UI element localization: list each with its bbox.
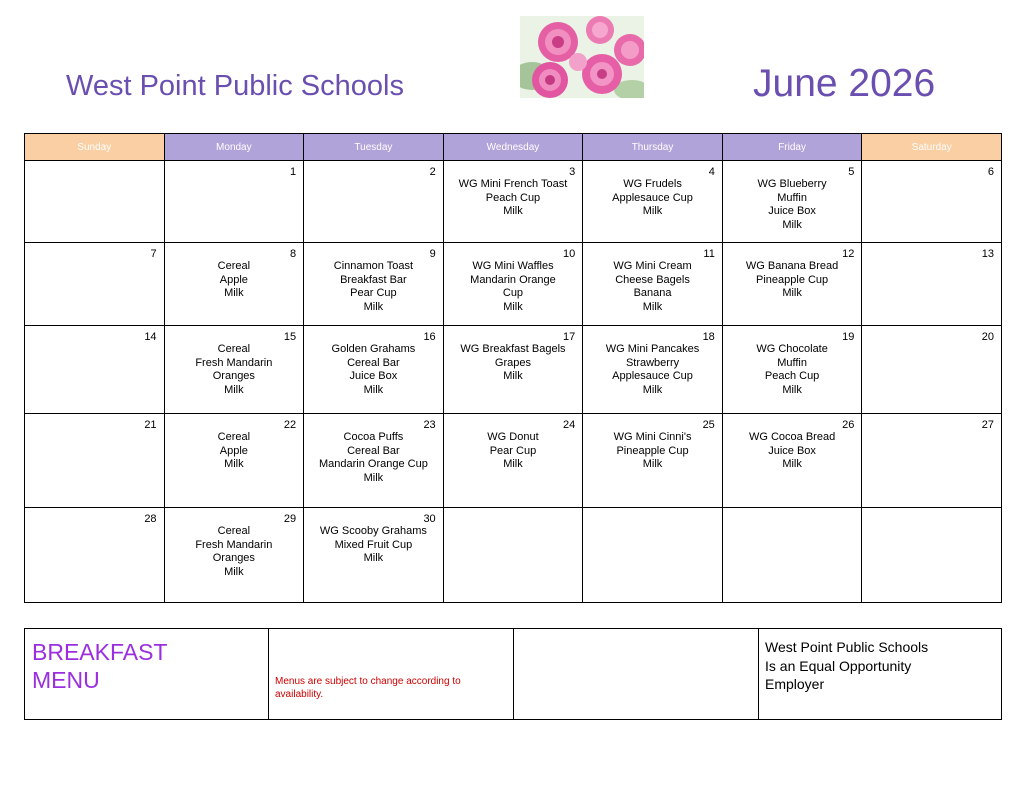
- menu-item: Pear Cup: [489, 444, 537, 457]
- menu-item: WG Mini French Toast: [458, 178, 568, 190]
- menu-items: [444, 343, 583, 384]
- day-number: 23: [423, 419, 436, 431]
- day-number: 6: [987, 166, 994, 178]
- menu-item: Juice Box: [349, 370, 398, 383]
- menu-item: Cocoa Puffs: [343, 431, 404, 443]
- menu-item: Cereal: [217, 431, 251, 443]
- menu-item: Applesauce Cup: [612, 191, 693, 204]
- day-cell-thursday: [583, 508, 723, 603]
- menu-item: Milk: [363, 383, 384, 396]
- menu-item: Milk: [224, 565, 244, 578]
- menu-item: Milk: [782, 287, 802, 300]
- menu-items: [304, 525, 443, 566]
- menu-change-notice: Menus are subject to change according to availability.: [275, 676, 461, 700]
- menu-item: WG Mini Cinni's: [613, 431, 692, 443]
- menu-item: Apple: [219, 273, 248, 286]
- day-number: 16: [423, 331, 436, 343]
- day-number: [444, 508, 583, 513]
- day-number: 28: [144, 513, 157, 525]
- menu-item: Pineapple Cup: [756, 273, 829, 286]
- menu-item: Milk: [503, 300, 523, 313]
- day-number: 19: [842, 331, 855, 343]
- menu-item: Oranges: [212, 370, 255, 383]
- day-number: 15: [283, 331, 297, 343]
- menu-item: Milk: [642, 383, 663, 396]
- day-cell-tuesday: [304, 414, 444, 508]
- day-cell-tuesday: [304, 243, 444, 326]
- day-cell-monday: [164, 161, 304, 243]
- day-cell-thursday: [583, 326, 723, 414]
- menu-item: WG Frudels: [623, 178, 682, 190]
- day-number: 30: [423, 513, 436, 525]
- menu-item: Grapes: [494, 356, 531, 369]
- menu-item: Milk: [503, 370, 523, 383]
- menu-item: Peach Cup: [485, 191, 541, 204]
- day-cell-sunday: [25, 508, 165, 603]
- eeo-line-3: Employer: [765, 676, 825, 692]
- day-cell-friday: [722, 161, 862, 243]
- menu-item: Apple: [219, 444, 248, 457]
- menu-item: Milk: [782, 458, 802, 471]
- menu-item: WG Banana Bread: [745, 260, 839, 272]
- eeo-line-2: Is an Equal Opportunity: [765, 657, 912, 674]
- day-cell-saturday: [862, 414, 1002, 508]
- equal-opportunity-statement: [759, 629, 1001, 694]
- header-sunday: Sunday: [25, 134, 165, 161]
- day-cell-sunday: [25, 161, 165, 243]
- menu-items: [444, 260, 583, 314]
- day-cell-saturday: [862, 326, 1002, 414]
- day-number: 11: [703, 248, 715, 260]
- menu-items: [583, 260, 722, 314]
- menu-items: [444, 178, 583, 219]
- day-number: [583, 508, 722, 513]
- menu-items: [165, 260, 304, 301]
- menu-item: Applesauce Cup: [612, 370, 693, 383]
- menu-item: Juice Box: [768, 205, 816, 218]
- month-title: June 2026: [753, 62, 936, 105]
- week-row: [25, 243, 1002, 326]
- menu-item: Cereal Bar: [347, 356, 400, 369]
- menu-items: [583, 178, 722, 219]
- menu-item: Milk: [363, 471, 384, 484]
- menu-item: Milk: [224, 458, 244, 471]
- menu-item: Breakfast Bar: [340, 273, 407, 286]
- menu-items: [165, 343, 304, 397]
- eeo-line-1: West Point Public Schools: [765, 639, 929, 655]
- day-cell-wednesday: [443, 414, 583, 508]
- menu-items: [165, 431, 304, 472]
- day-cell-friday: [722, 243, 862, 326]
- header-wednesday: Wednesday: [443, 134, 583, 161]
- menu-items: [444, 431, 583, 472]
- menu-item: WG Mini Cream: [613, 260, 692, 272]
- menu-item: WG Chocolate: [756, 343, 828, 355]
- day-cell-monday: [164, 508, 304, 603]
- day-cell-wednesday: [443, 161, 583, 243]
- day-number: 5: [848, 166, 855, 178]
- calendar-grid: [24, 133, 1002, 603]
- breakfast-menu-title-line2: MENU: [32, 667, 100, 693]
- menu-item: Peach Cup: [764, 370, 820, 383]
- menu-item: WG Cocoa Bread: [748, 431, 836, 443]
- menu-item: Cereal: [217, 343, 251, 355]
- menu-item: WG Blueberry: [757, 178, 827, 190]
- menu-items: [583, 343, 722, 397]
- school-name: West Point Public Schools: [66, 70, 404, 102]
- day-number: 13: [981, 248, 994, 260]
- header-tuesday: Tuesday: [304, 134, 444, 161]
- footer-info: [24, 628, 1002, 720]
- day-cell-sunday: [25, 326, 165, 414]
- menu-item: Milk: [642, 458, 663, 471]
- menu-item: Milk: [224, 383, 244, 396]
- day-cell-thursday: [583, 161, 723, 243]
- day-cell-monday: [164, 243, 304, 326]
- menu-item: WG Mini Waffles: [472, 260, 554, 272]
- day-number: 22: [283, 419, 297, 431]
- breakfast-menu-title-line1: BREAKFAST: [32, 639, 168, 665]
- menu-item: Mixed Fruit Cup: [334, 538, 413, 551]
- menu-item: Pineapple Cup: [616, 444, 689, 457]
- menu-item: Golden Grahams: [331, 343, 416, 355]
- day-number: 29: [283, 513, 297, 525]
- day-number: [25, 161, 164, 166]
- day-number: 12: [842, 248, 855, 260]
- empty-footer-cell: [514, 629, 759, 720]
- day-number: 27: [981, 419, 994, 431]
- menu-item: Milk: [503, 458, 523, 471]
- day-number: 9: [429, 248, 436, 260]
- day-cell-thursday: [583, 243, 723, 326]
- day-cell-saturday: [862, 243, 1002, 326]
- day-cell-sunday: [25, 414, 165, 508]
- day-cell-monday: [164, 326, 304, 414]
- day-cell-thursday: [583, 414, 723, 508]
- day-number: 14: [144, 331, 157, 343]
- day-cell-wednesday: [443, 326, 583, 414]
- menu-item: Cereal: [217, 525, 251, 537]
- menu-items: [723, 260, 862, 301]
- day-number: 2: [429, 166, 436, 178]
- menu-item: WG Breakfast Bagels: [460, 343, 566, 355]
- menu-item: Cinnamon Toast: [333, 260, 414, 272]
- header-monday: Monday: [164, 134, 304, 161]
- header-friday: Friday: [722, 134, 862, 161]
- breakfast-menu-title: [25, 629, 268, 694]
- day-cell-wednesday: [443, 243, 583, 326]
- eeo-cell: [759, 629, 1002, 720]
- menu-item: Milk: [782, 218, 802, 231]
- day-number: [862, 508, 1001, 513]
- notice-cell: [269, 629, 514, 720]
- day-cell-monday: [164, 414, 304, 508]
- day-cell-sunday: [25, 243, 165, 326]
- menu-items: [304, 431, 443, 485]
- day-cell-wednesday: [443, 508, 583, 603]
- day-cell-saturday: [862, 508, 1002, 603]
- menu-item: Milk: [363, 552, 384, 565]
- menu-items: [723, 431, 862, 472]
- day-number: [723, 508, 862, 513]
- menu-item: Mandarin Orange Cup: [318, 458, 428, 471]
- breakfast-menu-cell: [25, 629, 269, 720]
- menu-item: WG Mini Pancakes: [605, 343, 700, 355]
- menu-item: Milk: [363, 300, 384, 313]
- menu-items: [583, 431, 722, 472]
- day-number: 17: [563, 331, 576, 343]
- day-number: 7: [150, 248, 157, 260]
- menu-item: Milk: [503, 205, 523, 218]
- day-cell-tuesday: [304, 161, 444, 243]
- menu-item: Cup: [502, 287, 524, 300]
- menu-item: Milk: [642, 300, 663, 313]
- menu-item: Juice Box: [768, 444, 816, 457]
- day-cell-friday: [722, 326, 862, 414]
- menu-item: Fresh Mandarin: [195, 356, 273, 369]
- day-number: 24: [563, 419, 576, 431]
- week-row: [25, 414, 1002, 508]
- day-number: 26: [842, 419, 855, 431]
- day-cell-friday: [722, 508, 862, 603]
- day-number: 1: [290, 166, 297, 178]
- week-row: [25, 508, 1002, 603]
- menu-items: [165, 525, 304, 579]
- menu-item: Muffin: [777, 191, 807, 204]
- day-cell-saturday: [862, 161, 1002, 243]
- menu-item: Fresh Mandarin: [195, 538, 273, 551]
- menu-items: [304, 343, 443, 397]
- menu-item: Cereal: [217, 260, 251, 272]
- day-cell-tuesday: [304, 326, 444, 414]
- menu-item: Milk: [642, 205, 663, 218]
- menu-item: Muffin: [777, 356, 807, 369]
- day-number: 18: [702, 331, 715, 343]
- day-number: 10: [563, 248, 576, 260]
- menu-items: [723, 343, 862, 397]
- menu-item: Milk: [782, 383, 802, 396]
- day-cell-friday: [722, 414, 862, 508]
- day-number: 21: [144, 419, 157, 431]
- menu-item: Cereal Bar: [347, 444, 400, 457]
- menu-item: Strawberry: [625, 356, 680, 369]
- menu-item: WG Scooby Grahams: [319, 525, 427, 537]
- menu-item: Milk: [224, 287, 244, 300]
- header-saturday: Saturday: [862, 134, 1002, 161]
- day-number: 3: [569, 166, 576, 178]
- day-number: 4: [708, 166, 715, 178]
- menu-items: [304, 260, 443, 314]
- week-row: [25, 161, 1002, 243]
- menu-item: Pear Cup: [350, 287, 397, 300]
- pink-roses-photo: [520, 16, 644, 98]
- week-row: [25, 326, 1002, 414]
- day-number: 8: [290, 248, 297, 260]
- menu-items: [723, 178, 862, 232]
- menu-item: Banana: [633, 287, 672, 300]
- header-thursday: Thursday: [583, 134, 723, 161]
- day-number: 25: [702, 419, 715, 431]
- day-number: 20: [981, 331, 994, 343]
- menu-item: Mandarin Orange: [470, 273, 556, 286]
- menu-item: Cheese Bagels: [615, 273, 690, 286]
- menu-item: Oranges: [212, 552, 255, 565]
- day-cell-tuesday: [304, 508, 444, 603]
- menu-item: WG Donut: [487, 431, 539, 443]
